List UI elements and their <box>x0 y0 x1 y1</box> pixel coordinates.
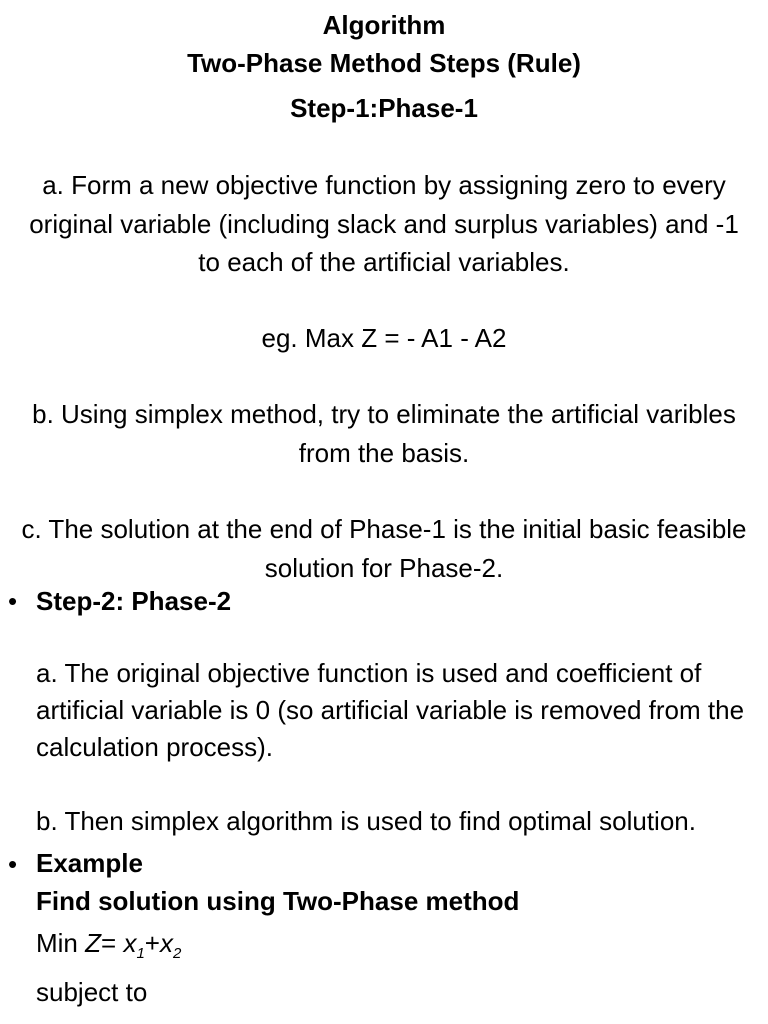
objective-prefix: Min <box>36 928 86 958</box>
example-objective <box>36 925 181 972</box>
bullet-icon: • <box>8 849 18 879</box>
bullet-icon: • <box>8 586 18 616</box>
slide-title: Algorithm <box>322 10 446 40</box>
step2-paragraph-a: a. The original objective function is used and coefficient of artificial variable is 0 (so artificial variable is removed from the calculation process). <box>36 658 745 762</box>
objective-plus: + <box>144 928 160 958</box>
step1-example-equation: eg. Max Z = - A1 - A2 <box>261 323 507 353</box>
step1-heading: Step-1:Phase-1 <box>290 93 478 123</box>
step1-paragraph-b: b. Using simplex method, try to eliminate the artificial varibles from the basis. <box>32 399 736 468</box>
objective-x1-subscript: 1 <box>136 945 145 962</box>
step2-paragraph-b: b. Then simplex algorithm is used to find optimal solution. <box>36 806 696 836</box>
example-heading: Example <box>36 848 143 878</box>
example-find-line: Find solution using Two-Phase method <box>36 886 520 916</box>
cropped-next-line <box>0 1014 768 1024</box>
objective-x1: x <box>123 928 137 958</box>
step1-paragraph-c: c. The solution at the end of Phase-1 is the initial basic feasible solution for Phase-2. <box>21 514 747 578</box>
example-subject-to: subject to <box>36 977 148 1007</box>
objective-equals: = <box>101 928 124 958</box>
objective-z: Z <box>85 928 102 958</box>
objective-x2: x <box>159 928 173 958</box>
objective-x2-subscript: 2 <box>172 945 182 962</box>
step1-paragraph-a: a. Form a new objective function by assigning zero to every original variable (including slack and surplus variables) and -1 to each of the artificial variables. <box>29 170 739 277</box>
step1-paragraph-c-clip <box>20 510 748 578</box>
slide-subtitle: Two-Phase Method Steps (Rule) <box>187 48 581 78</box>
step2-heading: Step-2: Phase-2 <box>36 586 232 616</box>
